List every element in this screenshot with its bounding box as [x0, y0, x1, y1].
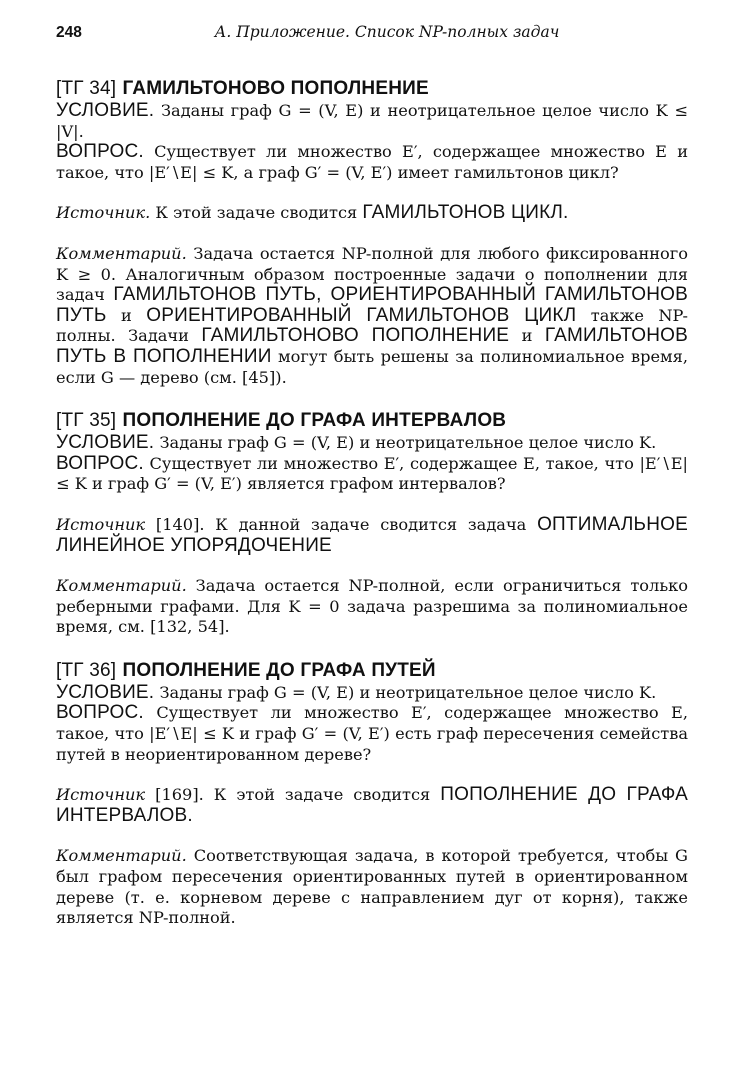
question-text: Существует ли множество E′, содержащее E, такое, что |E′∖E| ≤ K и граф G′ = (V, E′) является графом интервалов? [56, 453, 688, 494]
condition-label: УСЛОВИЕ. [56, 681, 155, 703]
comment-label: Комментарий. [56, 243, 187, 263]
question-label: ВОПРОС. [56, 141, 144, 163]
entry-code: [ТГ 34] [56, 78, 117, 99]
question-label: ВОПРОС. [56, 452, 144, 474]
question [56, 454, 688, 495]
condition-text: Заданы граф G = (V, E) и неотрицательное целое число K ≤ |V|. [56, 101, 688, 141]
condition [56, 433, 688, 454]
source [56, 515, 688, 556]
condition-text: Заданы граф G = (V, E) и неотрицательное целое число K. [159, 682, 657, 702]
comment-label: Комментарий. [56, 846, 187, 866]
running-head [56, 22, 688, 43]
problem-ref: ОРИЕНТИРОВАННЫЙ ГАМИЛЬТОНОВ ЦИКЛ [146, 304, 577, 326]
comment-text: и [106, 305, 147, 325]
question [56, 703, 688, 765]
entry-title: ПОПОЛНЕНИЕ ДО ГРАФА ПУТЕЙ [122, 659, 436, 681]
entry-title: ГАМИЛЬТОНОВО ПОПОЛНЕНИЕ [122, 78, 429, 99]
comment [56, 244, 688, 388]
problem-ref: ГАМИЛЬТОНОВ ПУТЬ В ПОПОЛНЕНИИ [56, 325, 688, 367]
comment-label: Комментарий. [56, 576, 187, 596]
source-problem: ПОПОЛНЕНИЕ ДО ГРАФА ИНТЕРВАЛОВ. [56, 784, 688, 826]
comment-text: также NP-полны. Задачи [56, 305, 688, 346]
source-problem: ОПТИМАЛЬНОЕ ЛИНЕЙНОЕ УПОРЯДОЧЕНИЕ [56, 513, 689, 556]
source-label: Источник [56, 514, 146, 534]
entry-tg36 [56, 659, 688, 929]
condition-label: УСЛОВИЕ. [56, 432, 155, 454]
entry-heading [56, 409, 688, 432]
question [56, 142, 688, 183]
entry-tg35 [56, 409, 688, 638]
entry-heading [56, 659, 688, 682]
entry-tg34 [56, 77, 688, 388]
condition [56, 683, 688, 704]
comment [56, 576, 688, 638]
source-label: Источник [56, 785, 146, 805]
problem-ref: ГАМИЛЬТОНОВ ПУТЬ, ОРИЕНТИРОВАННЫЙ ГАМИЛЬТОНОВ ПУТЬ [56, 284, 688, 326]
source-text: К этой задаче сводится [155, 203, 358, 223]
entry-heading [56, 77, 688, 100]
source-problem: ГАМИЛЬТОНОВ ЦИКЛ. [362, 202, 569, 224]
book-page [56, 22, 688, 929]
entry-code: [ТГ 35] [56, 410, 117, 432]
source-text: [140]. К данной задаче сводится задача [155, 514, 527, 534]
source [56, 203, 688, 224]
page-number: 248 [56, 24, 82, 41]
comment-text: могут быть решены за полиномиальное время, если G — дерево (см. [45]). [56, 346, 688, 387]
question-label: ВОПРОС. [56, 702, 144, 724]
comment-text: Задача остается NP-полной для любого фиксированного K ≥ 0. Аналогичным образом построенные задачи о пополнении для задач [56, 243, 689, 305]
condition-label: УСЛОВИЕ. [56, 100, 155, 121]
comment [56, 846, 688, 928]
comment-text: и [509, 326, 545, 346]
entry-code: [ТГ 36] [56, 659, 117, 681]
running-title: А. Приложение. Список NP-полных задач [214, 23, 560, 41]
source-label: Источник. [56, 203, 151, 223]
condition [56, 101, 688, 142]
problem-ref: ГАМИЛЬТОНОВО ПОПОЛНЕНИЕ [201, 325, 510, 347]
condition-text: Заданы граф G = (V, E) и неотрицательное целое число K. [159, 433, 657, 453]
comment-text: Соответствующая задача, в которой требуется, чтобы G был графом пересечения ориентированных путей в ориентированном дереве (т. е. корневом дереве с направлением дуг от корня), также является NP-полной. [56, 846, 688, 928]
source-text: [169]. К этой задаче сводится [155, 785, 431, 805]
entry-title: ПОПОЛНЕНИЕ ДО ГРАФА ИНТЕРВАЛОВ [122, 410, 507, 432]
comment-text: Задача остается NP-полной, если ограничиться только реберными графами. Для K = 0 задача разрешима за полиномиальное время, см. [132, 54]. [56, 576, 688, 637]
question-text: Существует ли множество E′, содержащее множество E, такое, что |E′∖E| ≤ K и граф G′ = (V, E′) есть граф пересечения семейства путей в неориентированном дереве? [56, 703, 688, 764]
question-text: Существует ли множество E′, содержащее множество E и такое, что |E′∖E| ≤ K, а граф G′ = (V, E′) имеет гамильтонов цикл? [56, 142, 688, 182]
source [56, 785, 688, 826]
